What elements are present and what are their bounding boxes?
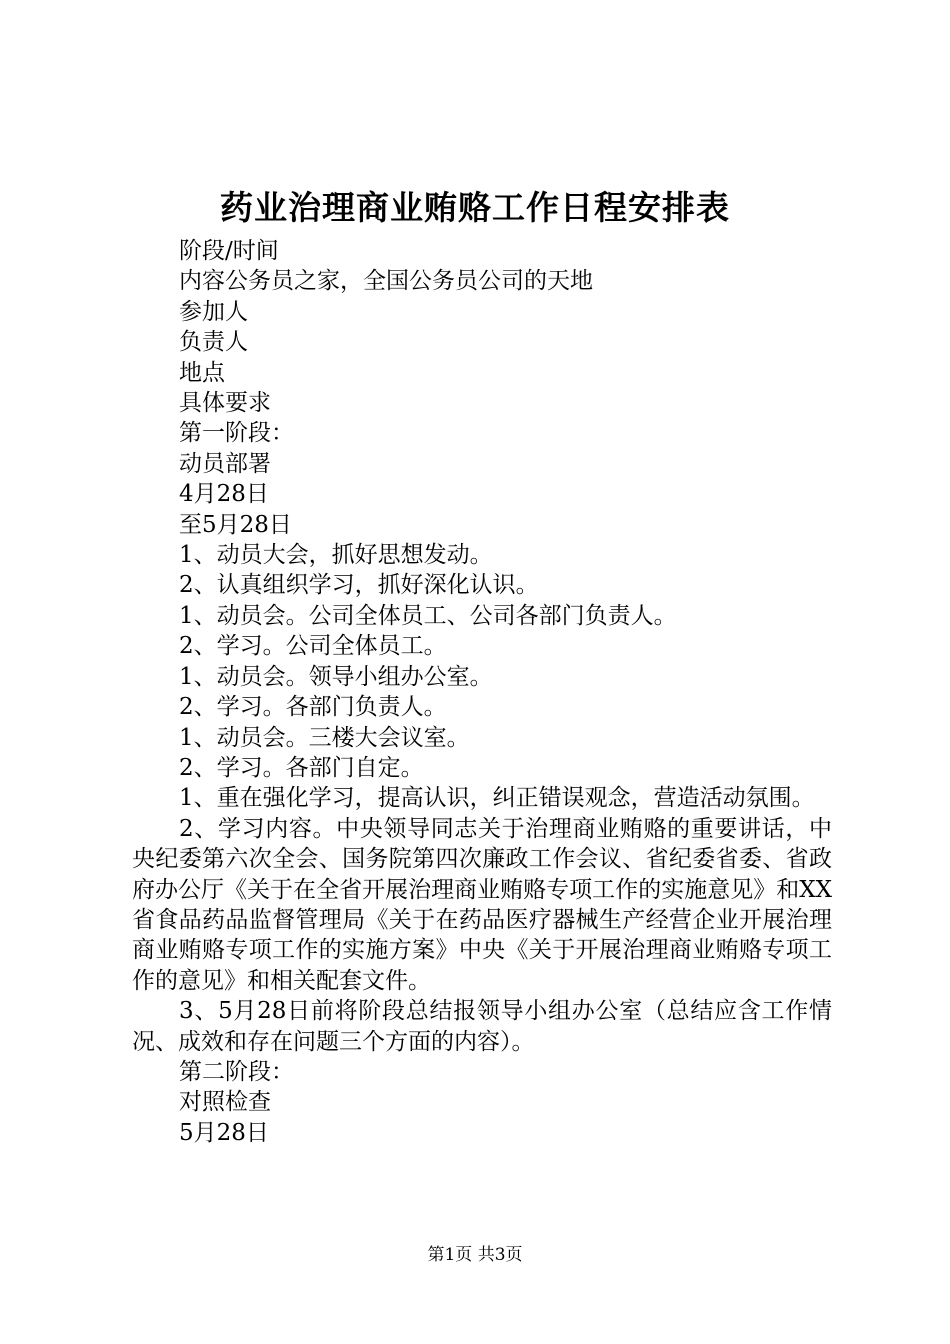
page-footer: 第1页 共3页 xyxy=(427,1245,523,1265)
text-line: 第一阶段： xyxy=(179,420,294,447)
text-line: 2、学习。各部门自定。 xyxy=(179,754,424,781)
text-line: 2、学习。各部门负责人。 xyxy=(179,694,447,721)
text-line: 动员部署 xyxy=(179,450,271,477)
text-line: 阶段/时间 xyxy=(179,238,279,264)
text-line: 至5月28日 xyxy=(179,511,292,538)
text-line: 具体要求 xyxy=(179,390,271,417)
text-line: 1、动员会。公司全体员工、公司各部门负责人。 xyxy=(179,602,677,629)
text-line: 地点 xyxy=(179,359,225,386)
text-line: 5月28日 xyxy=(179,1119,269,1146)
text-line: 负责人 xyxy=(179,329,248,356)
paragraph: 3、5月28日前将阶段总结报领导小组办公室（总结应含工作情况、成效和存在问题三个方面的内容）。 xyxy=(132,998,832,1055)
text-line: 1、动员会。领导小组办公室。 xyxy=(179,663,493,690)
text-line: 1、动员大会，抓好思想发动。 xyxy=(179,542,493,569)
text-line: 2、认真组织学习，抓好深化认识。 xyxy=(179,572,539,599)
text-line: 4月28日 xyxy=(179,481,269,508)
document-body xyxy=(132,236,832,1148)
text-line: 2、学习。公司全体员工。 xyxy=(179,633,447,660)
document-title: 药业治理商业贿赂工作日程安排表 xyxy=(220,188,730,227)
text-line: 对照检查 xyxy=(179,1089,271,1116)
text-line: 参加人 xyxy=(179,298,248,325)
paragraph: 2、学习内容。中央领导同志关于治理商业贿赂的重要讲话，中央纪委第六次全会、国务院第四次廉政工作会议、省纪委省委、省政府办公厅《关于在全省开展治理商业贿赂专项工作的实施意见》和XX省食品药品监督管理局《关于在药品医疗器械生产经营企业开展治理商业贿赂专项工作的实施方案》中央《关于开展治理商业贿赂专项工作的意见》和相关配套文件。 xyxy=(132,815,832,994)
text-line: 内容公务员之家，全国公务员公司的天地 xyxy=(179,268,593,295)
text-line: 第二阶段： xyxy=(179,1058,294,1085)
paragraph: 1、重在强化学习，提高认识，纠正错误观念，营造活动氛围。 xyxy=(179,785,815,812)
text-line: 1、动员会。三楼大会议室。 xyxy=(179,724,470,751)
